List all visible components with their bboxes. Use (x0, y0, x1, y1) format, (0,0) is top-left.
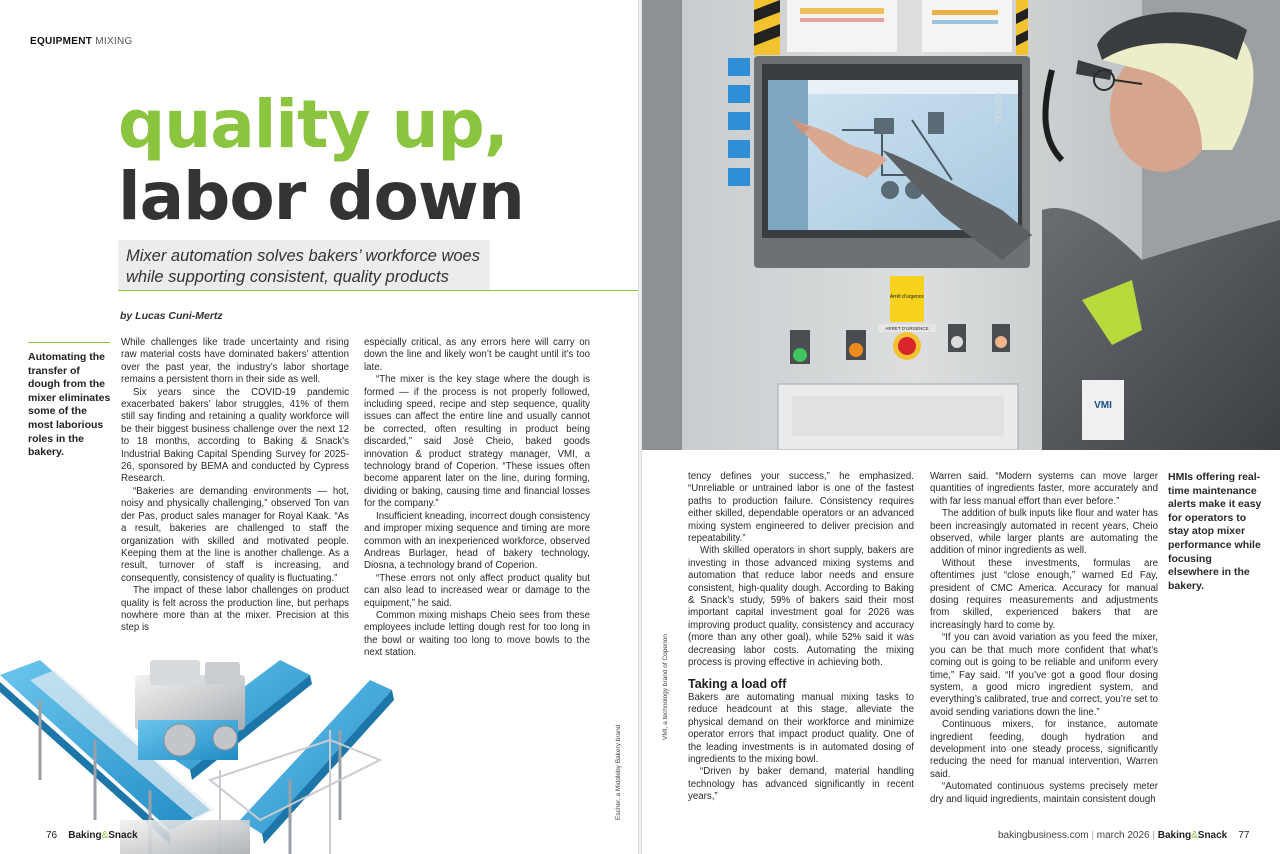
section-label: EQUIPMENT (30, 36, 93, 47)
mixer-equipment-image (0, 620, 400, 854)
paragraph: While challenges like trade uncertainty and rising raw material costs have dominated bakers’ attention over the past year, the industry’s labor shortage remains a persistent thorn in their side as well. (121, 337, 349, 386)
paragraph: Insufficient kneading, incorrect dough consistency and improper mixing sequence and timing are more common with an inexperienced workforce, observed Andreas Burlager, head of bakery technology, Diosna, a technology brand of Coperion. (364, 510, 590, 572)
vmi-logo-text: VMI (1094, 400, 1112, 411)
site-url: bakingbusiness.com (998, 830, 1089, 841)
deck-rule (118, 290, 638, 291)
section-tag (30, 36, 133, 47)
paragraph: With skilled operators in short supply, bakers are investing in those advanced mixing systems and automation that reduce labor needs and ensure consistent, high-quality dough. According to Baking & Snack’s study, 59% of bakers said their most important capital investment goal for 2026 was improving product quality, consistency and accuracy (more than any other goal), while 52% said it was decreasing labor costs. Automating the mixing process is proving effective in achieving both. (688, 545, 914, 669)
paragraph: “Bakeries are demanding environments — hot, noisy and physically challenging,” observed Ton van der Pas, product sales manager for Royal Kaak. “As a result, bakeries are challenged to staff the organization with skilled and motivated people. Keeping them at the line is another challenge. As a result, turnover of staff is increasing, and consequently, consistency of quality is fluctuating.” (121, 485, 349, 584)
paragraph: tency defines your success,” he emphasized. “Unreliable or untrained labor is one of the fastest paths to production failure. Consistency requires either skilled, dependable operators or an advanced mixing system engineered to deliver precision and repeatability.” (688, 471, 914, 545)
section-sublabel: MIXING (95, 36, 133, 47)
deck-line-1: Mixer automation solves bakers’ workforce woes (126, 247, 480, 265)
paragraph: especially critical, as any errors here will carry on down the line and likely won’t be caught until it’s too late. (364, 337, 590, 373)
brand-baking: Baking (68, 830, 102, 841)
headline-line-2: labor down (118, 158, 524, 235)
paragraph: The addition of bulk inputs like flour and water has been increasingly automated in recent years, Cheio observed, while larger plants are automating the addition of minor ingredients as well. (930, 508, 1158, 557)
paragraph: Six years since the COVID-19 pandemic exacerbated bakers’ labor struggles, 41% of them still say finding and retaining a quality workforce will be their biggest business challenge over the next 12 to 18 months, according to Baking & Snack’s Industrial Baking Capital Spending Survey for 2025-26, sponsored by BEMA and conducted by Cypress Research. (121, 386, 349, 485)
paragraph: “If you can avoid variation as you feed the mixer, you can be that much more confident that what’s coming out is going to be reliable and uniform every time,” Fay said. “If you’ve got a good flour dosing system, a good micro ingredient system, and everything’s calibrated, true and correct, you’re set to avoid sending variations down the line.” (930, 632, 1158, 718)
brand-amp: & (1191, 830, 1198, 841)
pullquote-rule (28, 342, 110, 343)
subhead: Taking a load off (688, 676, 787, 691)
deck-line-2: while supporting consistent, quality products (126, 268, 449, 286)
left-page (0, 0, 638, 854)
brand-baking: Baking (1157, 830, 1192, 841)
issue-date: march 2026 (1096, 830, 1150, 841)
paragraph: Common mixing mishaps Cheio sees from these employees include letting dough rest for too long in the bowl or waiting too long to move bowls to the next station. (364, 609, 590, 659)
folio-separator: | (1091, 830, 1094, 841)
brand-snack: Snack (1197, 830, 1228, 841)
article-column-2 (364, 337, 590, 660)
deck (126, 246, 480, 288)
paragraph: Without these investments, formulas are oftentimes just “close enough,” warned Ed Fay, president of CMC America. Accuracy for manual dosing requires measurements and adjustments from skilled, experienced bakers that are increasingly hard to come by. (930, 557, 1158, 631)
byline: by Lucas Cuni-Mertz (120, 310, 223, 322)
folio-separator: | (1152, 830, 1155, 841)
article-column-4 (930, 471, 1158, 806)
paragraph: “The mixer is the key stage where the dough is formed — if the process is not properly followed, including speed, recipe and step sequence, quality issues can affect the entire line and usually cannot be corrected, often resulting in product being discarded,” said José Cheio, baked goods innovation & product strategy manager, VMI, a technology brand of Coperion. “These issues often become apparent later on the line, during forming, dividing or baking, causing time and financial losses for the company.” (364, 374, 590, 510)
paragraph: Warren said. “Modern systems can move larger quantities of ingredients faster, more accurately and with far less manual effort than ever before.” (930, 471, 1158, 507)
paragraph: Continuous mixers, for instance, automate ingredient feeding, dough hydration and development into one steady process, significantly reducing the need for manual intervention, Warren said. (930, 719, 1158, 780)
photo-credit: VMI, a technology brand of Coperion (662, 634, 669, 740)
estop-plate-text: ARRET D’URGENCE (885, 326, 929, 331)
article-column-3 (688, 471, 914, 804)
folio-left (46, 830, 138, 841)
photo-credit: Escher, a Middleby Bakery brand (615, 724, 622, 820)
paragraph: “These errors not only affect product quality but can also lead to increased wear or damage to the equipment,” he said. (364, 572, 590, 609)
brand-amp: & (101, 830, 109, 841)
headline-line-1: quality up, (118, 86, 508, 163)
pullquote: Automating the transfer of dough from the mixer eliminates some of the most laborious roles in the bakery. (28, 351, 111, 459)
paragraph: The impact of these labor challenges on product quality is felt across the production line, but perhaps nowhere more than at the mixer. Precision at this step is (121, 585, 349, 634)
folio-right (998, 830, 1250, 841)
page-number: 77 (1238, 830, 1250, 841)
photo-caption: HMIs offering real-time maintenance alerts make it easy for operators to stay atop mixer performance while focusing elsewhere in the bakery. (1168, 471, 1262, 592)
paragraph: “Automated continuous systems precisely meter dry and liquid ingredients, maintain consistent dough (930, 781, 1158, 805)
article-column-1 (121, 337, 349, 635)
page-number: 76 (46, 830, 58, 841)
brand-snack: Snack (108, 830, 138, 841)
estop-sign-text: Arrêt d’urgence (889, 294, 925, 300)
operator-hmi-photo (642, 0, 1280, 450)
paragraph: “Driven by baker demand, material handling technology has advanced significantly in recent years,” (688, 766, 914, 803)
paragraph: Bakers are automating manual mixing tasks to reduce headcount at this stage, alleviate the physical demand on their workforce and minimize operator errors that impact product quality. One of the leading investments is in automated dosing of ingredients to the mixing bowl. (688, 691, 914, 765)
right-page (642, 0, 1280, 854)
touch-label: TOUCH (994, 92, 1004, 124)
